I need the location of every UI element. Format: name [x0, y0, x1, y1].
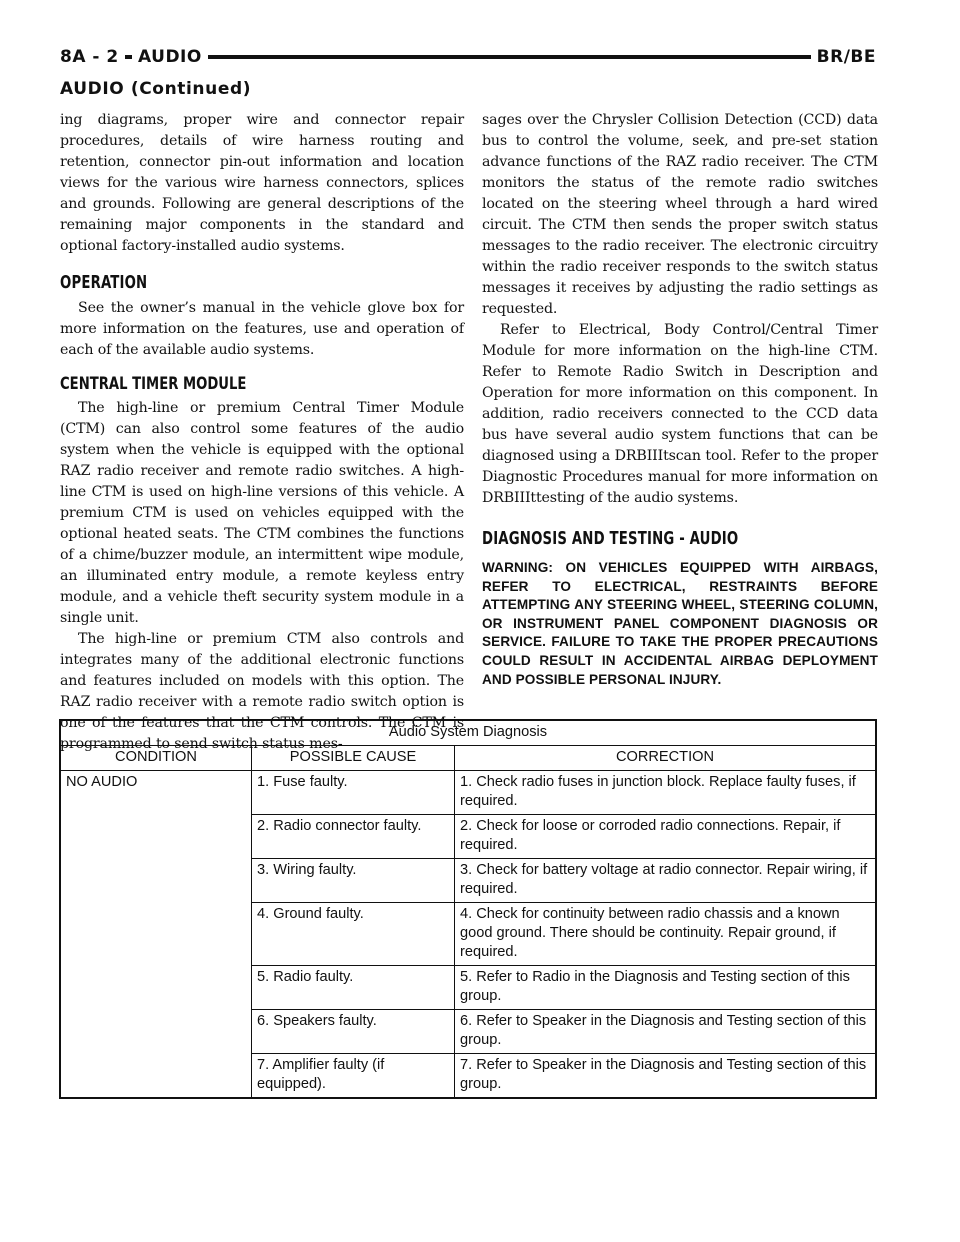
condition-cell: NO AUDIO [60, 771, 252, 1099]
cause-cell: 5. Radio faulty. [252, 966, 455, 1010]
airbag-warning: WARNING: ON VEHICLES EQUIPPED WITH AIRBAGS, REFER TO ELECTRICAL, RESTRAINTS BEFORE ATTEMPTING ANY STEERING WHEEL, STEERING COLUMN, OR INSTRUMENT PANEL COMPONENT DIAGNOSIS OR SERVICE. FAILURE TO TAKE THE PROPER PRECAUTIONS COULD RESULT IN ACCIDENTAL AIRBAG DEPLOYMENT AND POSSIBLE PERSONAL INJURY. [482, 560, 878, 687]
diagnosis-heading: DIAGNOSIS AND TESTING - AUDIO [482, 528, 739, 549]
page-number: 8A - 2 [60, 46, 125, 68]
header-condition: CONDITION [60, 746, 252, 771]
ctm-heading: CENTRAL TIMER MODULE [60, 374, 247, 393]
operation-paragraph: See the owner’s manual in the vehicle glove box for more information on the features, use and operation of each of the available audio systems. [60, 300, 464, 358]
cause-cell: 3. Wiring faulty. [252, 859, 455, 903]
table-header-row [60, 746, 876, 771]
cause-cell: 2. Radio connector faulty. [252, 815, 455, 859]
correction-cell: 5. Refer to Radio in the Diagnosis and Testing section of this group. [455, 966, 877, 1010]
intro-paragraph: ing diagrams, proper wire and connector repair procedures, details of wire harness routing and retention, connector pin-out information and location views for the various wire harness connectors, splices and grounds. Following are general descriptions of the remaining major components in the standard and optional factory-installed audio systems. [60, 112, 464, 254]
diagnosis-table [59, 719, 877, 1099]
operation-heading: OPERATION [60, 272, 148, 293]
cause-cell: 1. Fuse faulty. [252, 771, 455, 815]
continued-title: AUDIO (Continued) [60, 79, 252, 99]
model-code: BR/BE [811, 46, 876, 68]
left-column [60, 110, 464, 755]
table-title: Audio System Diagnosis [60, 720, 876, 746]
refer-paragraph: Refer to Electrical, Body Control/Central Timer Module for more information on the high-line CTM. Refer to Remote Radio Switch in Description and Operation for more information on this component. In addition, radio receivers connected to the CCD data bus have several audio system functions that can be diagnosed using a DRBIIItscan tool. Refer to the proper Diagnostic Procedures manual for more information on DRBIIIttesting of the audio systems. [482, 322, 878, 506]
section-name: AUDIO [132, 46, 208, 68]
correction-cell: 7. Refer to Speaker in the Diagnosis and Testing section of this group. [455, 1054, 877, 1099]
ccd-paragraph: sages over the Chrysler Collision Detection (CCD) data bus to control the volume, seek, and pre-set station advance functions of the RAZ radio receiver. The CTM monitors the status of the remote radio switches located on the steering wheel through a hard wired circuit. The CTM then sends the proper switch status messages to the radio receiver. The electronic circuitry within the radio receiver responds to the switch status messages it receives by adjusting the radio settings as requested. [482, 112, 878, 317]
cause-cell: 4. Ground faulty. [252, 903, 455, 966]
correction-cell: 3. Check for battery voltage at radio connector. Repair wiring, if required. [455, 859, 877, 903]
correction-cell: 1. Check radio fuses in junction block. Replace faulty fuses, if required. [455, 771, 877, 815]
ctm-paragraph-2: The high-line or premium CTM also controls and integrates many of the additional electronic functions and features included on models with this option. The RAZ radio receiver with a remote radio switch option is one of the features that the CTM controls. The CTM is programmed to send switch status mes- [60, 631, 464, 752]
header-possible-cause: POSSIBLE CAUSE [252, 746, 455, 771]
cause-cell: 6. Speakers faulty. [252, 1010, 455, 1054]
correction-cell: 2. Check for loose or corroded radio connections. Repair, if required. [455, 815, 877, 859]
ctm-paragraph-1: The high-line or premium Central Timer Module (CTM) can also control some features of the audio system when the vehicle is equipped with the optional RAZ radio receiver and remote radio switches. A high-line CTM is used on high-line versions of this vehicle. A premium CTM is used on vehicles equipped with the optional heated seats. The CTM combines the functions of a chime/buzzer module, an intermittent wipe module, an illuminated entry module, a remote keyless entry module, and a vehicle theft security system module in a single unit. [60, 400, 464, 626]
table-row [60, 771, 876, 815]
cause-cell: 7. Amplifier faulty (if equipped). [252, 1054, 455, 1099]
page-header [60, 46, 876, 72]
correction-cell: 6. Refer to Speaker in the Diagnosis and Testing section of this group. [455, 1010, 877, 1054]
right-column [482, 110, 878, 689]
correction-cell: 4. Check for continuity between radio chassis and a known good ground. There should be continuity. Repair ground, if required. [455, 903, 877, 966]
header-correction: CORRECTION [455, 746, 877, 771]
